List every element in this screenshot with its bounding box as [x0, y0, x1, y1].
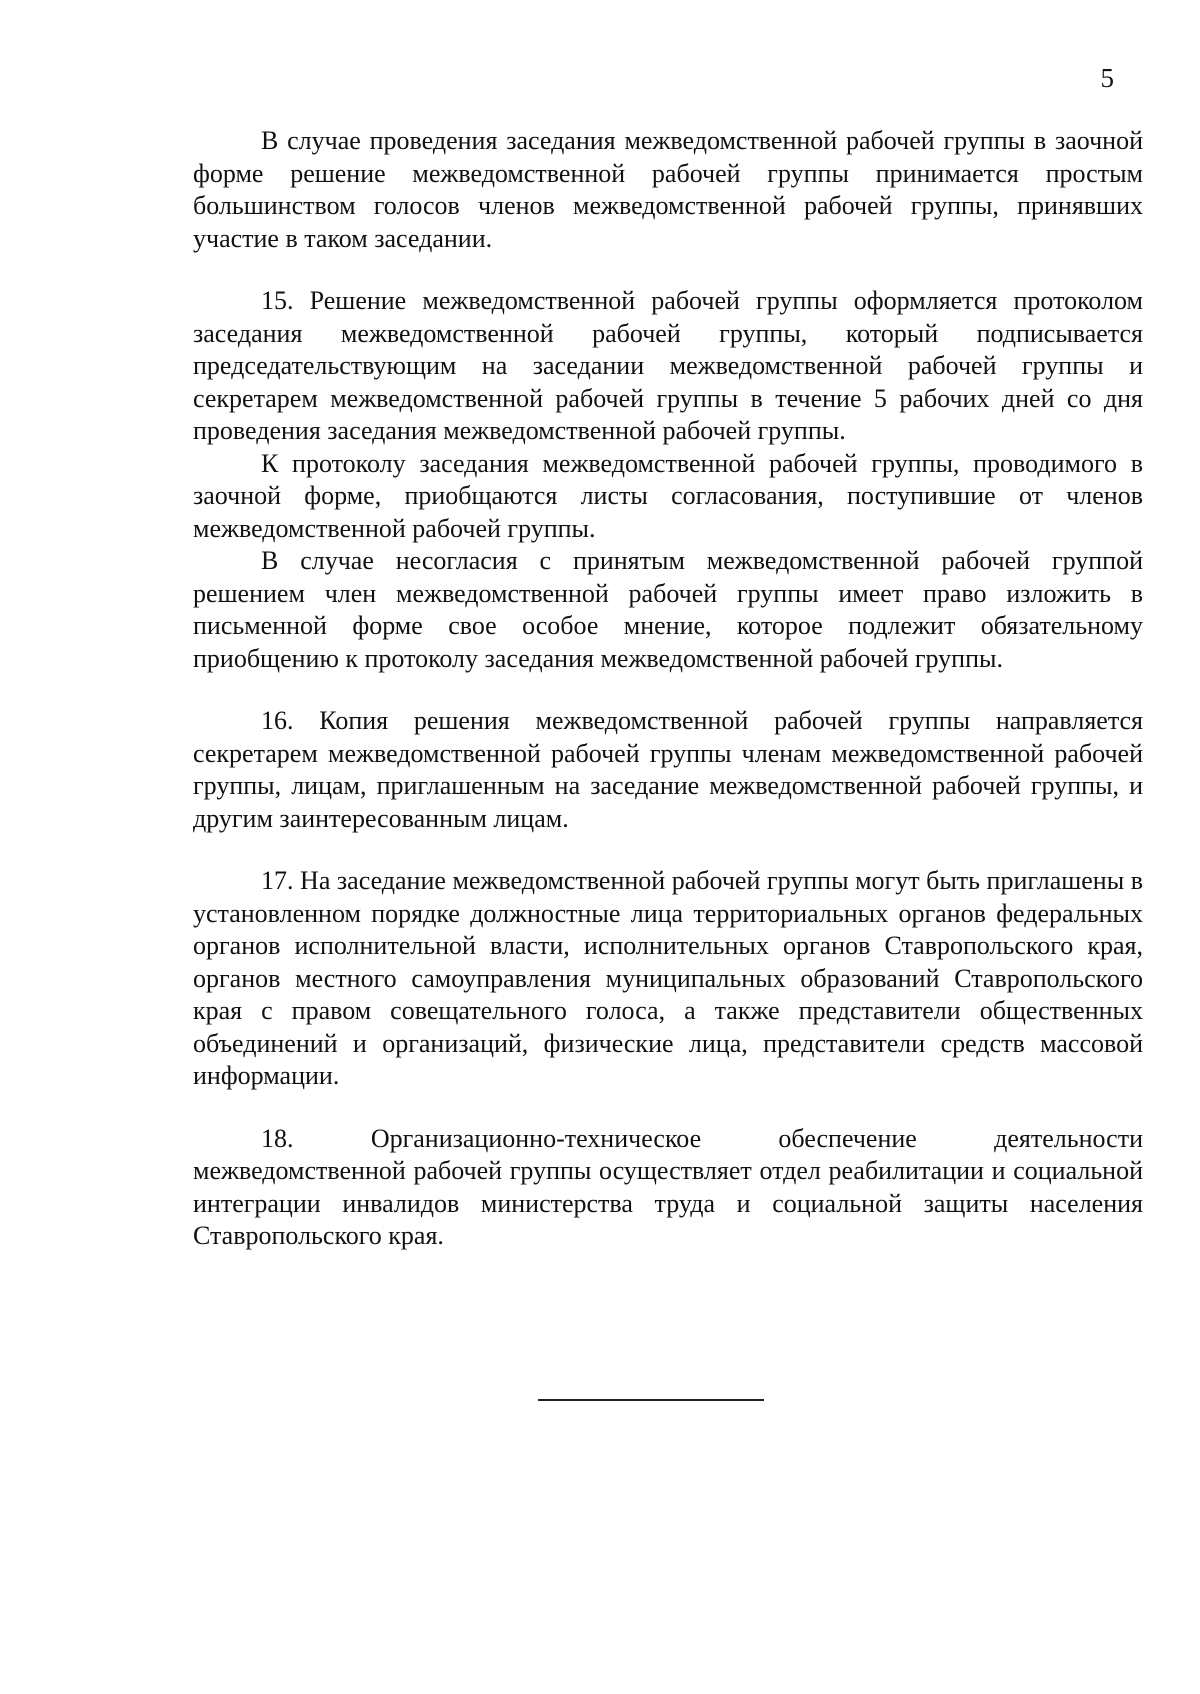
paragraph-18: 18. Организационно-техническое обеспечение деятельности межведомственной рабочей группы осуществляет отдел реабилитации и социальной интеграции инвалидов министерства труда и социальной защиты населения Ставропольского края.: [193, 1123, 1143, 1250]
page-number: 5: [1100, 63, 1114, 93]
paragraph-15-dissenting-opinion: В случае несогласия с принятым межведомственной рабочей группой решением член межведомственной рабочей группы имеет право изложить в письменной форме свое особое мнение, которое подлежит обязательному приобщению к протоколу заседания межведомственной рабочей группы.: [193, 546, 1143, 673]
paragraph-15-protocol-attachments: К протоколу заседания межведомственной рабочей группы, проводимого в заочной форме, приобщаются листы согласования, поступившие от членов межведомственной рабочей группы.: [193, 448, 1143, 543]
paragraph-17: 17. На заседание межведомственной рабочей группы могут быть приглашены в установленном порядке должностные лица территориальных органов федеральных органов исполнительной власти, исполнительных органов Ставропольского края, органов местного самоуправления муниципальных образований Ставропольского края с правом совещательного голоса, а также представители общественных объединений и организаций, физические лица, представители средств массовой информации.: [193, 866, 1143, 1090]
paragraph-absentee-voting: В случае проведения заседания межведомственной рабочей группы в заочной форме решение межведомственной рабочей группы принимается простым большинством голосов членов межведомственной рабочей группы, принявших участие в таком заседании.: [193, 126, 1143, 253]
document-body: [193, 125, 1143, 1253]
end-of-document-divider: [538, 1399, 764, 1401]
paragraph-15: 15. Решение межведомственной рабочей группы оформляется протоколом заседания межведомственной рабочей группы, который подписывается председательствующим на заседании межведомственной рабочей группы и секретарем межведомственной рабочей группы в течение 5 рабочих дней со дня проведения заседания межведомственной рабочей группы.: [193, 286, 1143, 445]
paragraph-16: 16. Копия решения межведомственной рабочей группы направляется секретарем межведомственной рабочей группы членам межведомственной рабочей группы, лицам, приглашенным на заседание межведомственной рабочей группы, и другим заинтересованным лицам.: [193, 706, 1143, 833]
